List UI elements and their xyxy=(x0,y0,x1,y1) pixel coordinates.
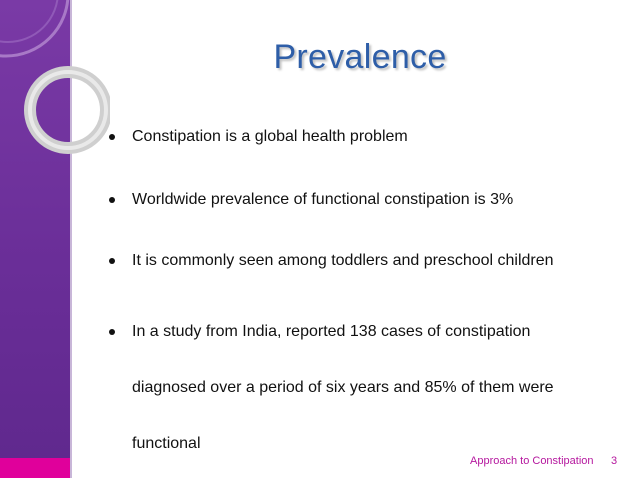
decorative-rings-icon xyxy=(0,0,110,170)
bullet-text: It is commonly seen among toddlers and preschool children xyxy=(132,252,554,269)
bullet-item xyxy=(110,304,590,472)
bullet-text: Constipation is a global health problem xyxy=(132,128,408,145)
bullet-dot-icon xyxy=(109,134,115,140)
bullet-dot-icon xyxy=(109,329,115,335)
bullet-item xyxy=(110,246,554,276)
bullet-dot-icon xyxy=(109,197,115,203)
band-bottom-accent xyxy=(0,458,70,478)
page-number: 3 xyxy=(611,455,618,467)
bullet-item xyxy=(110,185,513,215)
bullet-text: Worldwide prevalence of functional constipation is 3% xyxy=(132,191,514,208)
bullet-dot-icon xyxy=(109,258,115,264)
footer-title: Approach to Constipation xyxy=(470,455,594,467)
slide-title: Prevalence xyxy=(273,38,447,76)
bullet-item xyxy=(110,122,408,152)
bullet-text: In a study from India, reported 138 cases of constipation diagnosed over a period of six years and 85% of them were functional xyxy=(132,323,554,452)
